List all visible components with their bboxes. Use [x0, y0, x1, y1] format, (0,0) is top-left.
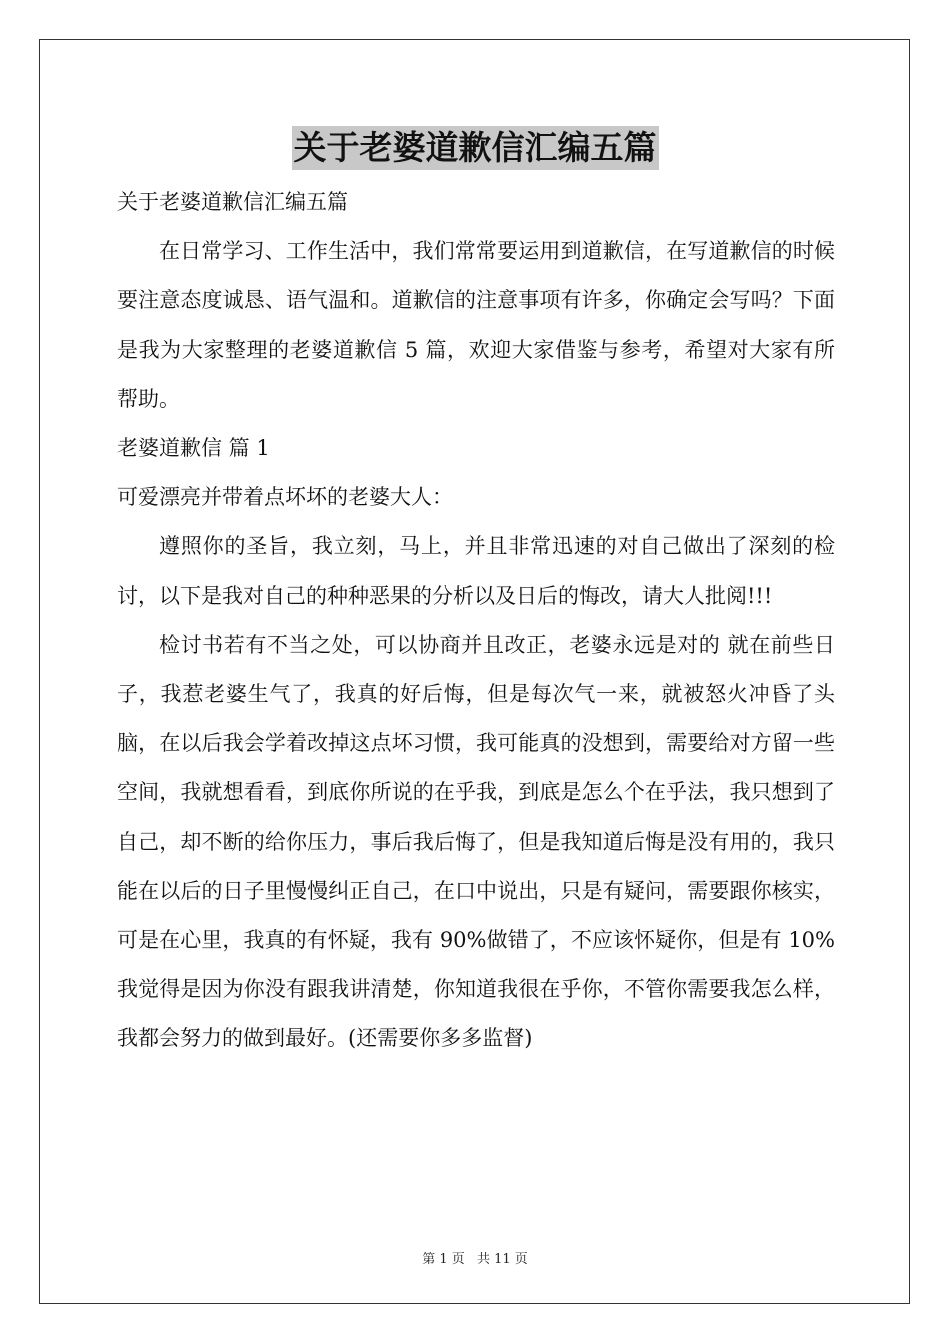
document-body — [117, 178, 835, 1064]
document-title-text: 关于老婆道歉信汇编五篇 — [292, 126, 659, 170]
document-title — [0, 126, 950, 170]
paragraph-salutation: 可爱漂亮并带着点坏坏的老婆大人： — [117, 485, 453, 510]
page-footer — [0, 1248, 950, 1267]
paragraph-body-2: 检讨书若有不当之处，可以协商并且改正，老婆永远是对的 就在前些日子，我惹老婆生气了，我真的好后悔，但是每次气一来，就被怒火冲昏了头脑，在以后我会学着改掉这点坏习惯，我可能真的没想到，需要给对方留一些空间，我就想看看，到底你所说的在乎我，到底是怎么个在乎法，我只想到了自己，却不断的给你压力，事后我后悔了，但是我知道后悔是没有用的，我只能在以后的日子里慢慢纠正自己，在口中说出，只是有疑问，需要跟你核实，可是在心里，我真的有怀疑，我有 90%做错了，不应该怀疑你，但是有 10%我觉得是因为你没有跟我讲清楚，你知道我很在乎你，不管你需要我怎么样，我都会努力的做到最好。(还需要你多多监督) — [117, 632, 835, 1051]
paragraph-body-1: 遵照你的圣旨，我立刻，马上，并且非常迅速的对自己做出了深刻的检讨，以下是我对自己的种种恶果的分析以及日后的悔改，请大人批阅!!! — [117, 534, 835, 608]
paragraph-intro: 在日常学习、工作生活中，我们常常要运用到道歉信，在写道歉信的时候要注意态度诚恳、语气温和。道歉信的注意事项有许多，你确定会写吗？下面是我为大家整理的老婆道歉信 5 篇，欢迎大家借鉴与参考，希望对大家有所帮助。 — [117, 239, 835, 411]
page-number: 第 1 页 — [422, 1252, 465, 1267]
paragraph-subtitle: 关于老婆道歉信汇编五篇 — [117, 190, 348, 214]
page-total: 共 11 页 — [476, 1252, 528, 1267]
paragraph-section-heading: 老婆道歉信 篇 1 — [117, 436, 270, 461]
